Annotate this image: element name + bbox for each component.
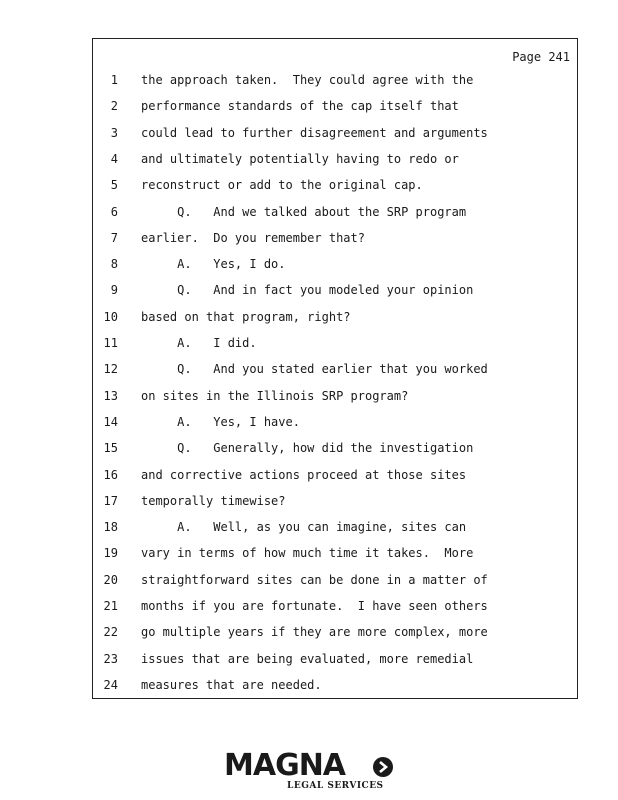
line-text: go multiple years if they are more complex, more	[141, 625, 488, 640]
line-number: 15	[103, 441, 118, 456]
logo-wordmark: MAGNA	[224, 748, 346, 783]
line-text: measures that are needed.	[141, 677, 322, 692]
line-number: 14	[103, 414, 118, 429]
transcript-line	[93, 599, 577, 617]
line-number: 17	[103, 493, 118, 508]
transcript-line	[93, 178, 577, 196]
transcript-line	[93, 678, 577, 696]
line-text: A. Yes, I do.	[141, 257, 286, 272]
line-number: 6	[110, 204, 118, 219]
transcript-page	[92, 38, 578, 699]
line-number: 23	[103, 651, 118, 666]
transcript-line	[93, 310, 577, 328]
transcript-line	[93, 494, 577, 512]
transcript-line	[93, 389, 577, 407]
line-text: A. Yes, I have.	[141, 414, 300, 429]
line-text: the approach taken. They could agree with the	[141, 73, 474, 87]
line-text: based on that program, right?	[141, 309, 351, 324]
transcript-line	[93, 546, 577, 564]
line-text: vary in terms of how much time it takes. More	[141, 546, 474, 561]
line-text: and ultimately potentially having to redo or	[141, 151, 459, 166]
line-text: and corrective actions proceed at those sites	[141, 467, 467, 482]
line-text: reconstruct or add to the original cap.	[141, 178, 423, 193]
transcript-line	[93, 652, 577, 670]
line-text: Q. And in fact you modeled your opinion	[141, 283, 474, 298]
line-number: 9	[110, 283, 118, 298]
line-text: A. Well, as you can imagine, sites can	[141, 520, 467, 535]
transcript-line	[93, 126, 577, 144]
line-number: 4	[110, 151, 118, 166]
line-text: on sites in the Illinois SRP program?	[141, 388, 409, 403]
transcript-line	[93, 336, 577, 354]
line-number: 10	[103, 309, 118, 324]
line-number: 16	[103, 467, 118, 482]
line-text: straightforward sites can be done in a matter of	[141, 572, 488, 587]
line-text: issues that are being evaluated, more remedial	[141, 651, 474, 666]
line-number: 19	[103, 546, 118, 561]
line-text: earlier. Do you remember that?	[141, 230, 365, 245]
transcript-line	[93, 73, 577, 91]
logo-subtitle: LEGAL SERVICES	[287, 781, 384, 791]
line-number: 20	[103, 572, 118, 587]
line-number: 3	[110, 125, 118, 140]
transcript-line	[93, 205, 577, 223]
line-number: 12	[103, 362, 118, 377]
arrow-circle-icon	[372, 756, 394, 778]
transcript-line	[93, 257, 577, 275]
line-number: 18	[103, 520, 118, 535]
line-number: 24	[103, 677, 118, 692]
line-text: temporally timewise?	[141, 493, 286, 508]
line-number: 8	[110, 257, 118, 272]
transcript-line	[93, 415, 577, 433]
transcript-line	[93, 625, 577, 643]
transcript-line	[93, 468, 577, 486]
company-logo	[224, 748, 394, 794]
transcript-line	[93, 520, 577, 538]
line-number: 21	[103, 599, 118, 613]
line-text: could lead to further disagreement and arguments	[141, 125, 488, 140]
line-number: 13	[103, 388, 118, 403]
line-text: Q. Generally, how did the investigation	[141, 441, 474, 456]
line-text: A. I did.	[141, 336, 257, 350]
transcript-line	[93, 573, 577, 591]
transcript-line	[93, 441, 577, 459]
line-number: 11	[103, 336, 118, 350]
line-number: 7	[110, 230, 118, 245]
line-text: performance standards of the cap itself that	[141, 99, 459, 114]
transcript-line	[93, 99, 577, 117]
line-number: 22	[103, 625, 118, 640]
line-number: 1	[110, 73, 118, 87]
transcript-line	[93, 231, 577, 249]
page-number: Page 241	[512, 50, 570, 64]
transcript-line	[93, 152, 577, 170]
line-text: Q. And we talked about the SRP program	[141, 204, 467, 219]
line-text: months if you are fortunate. I have seen others	[141, 599, 488, 613]
transcript-line	[93, 283, 577, 301]
transcript-line	[93, 362, 577, 380]
line-number: 2	[110, 99, 118, 114]
line-text: Q. And you stated earlier that you worked	[141, 362, 488, 377]
line-number: 5	[110, 178, 118, 193]
